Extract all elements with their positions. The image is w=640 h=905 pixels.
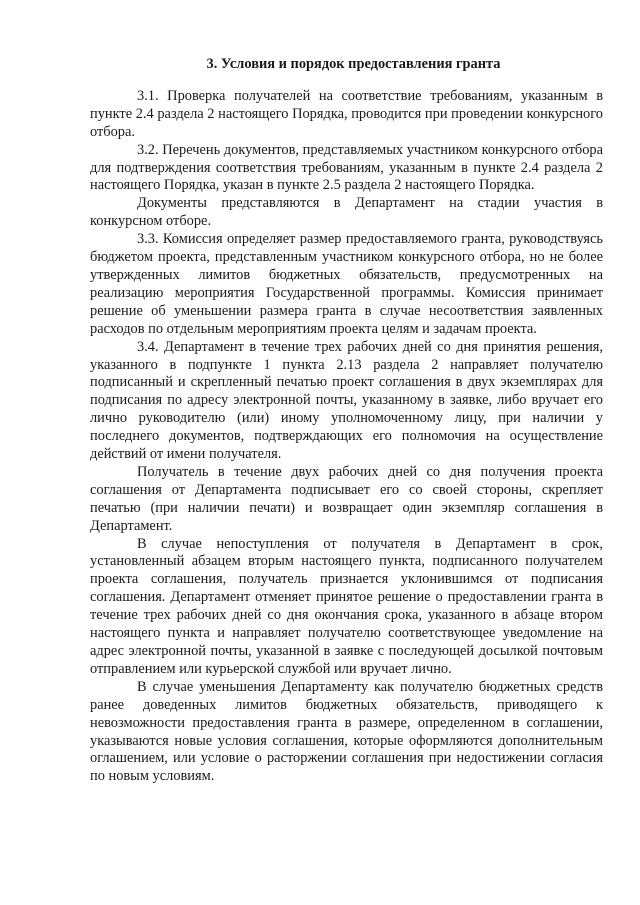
document-page [90, 56, 603, 786]
paragraph-3-2: 3.2. Перечень документов, представляемых участником конкурсного отбора для подтверждения соответствия требованиям, указанным в пункте 2.4 раздела 2 настоящего Порядка, указан в пункте 2.5 раздела 2 настоящего Порядка. [90, 141, 603, 194]
paragraph-limits-reduction: В случае уменьшения Департаменту как получателю бюджетных средств ранее доведенных лимитов бюджетных обязательств, приводящего к невозможности предоставления гранта в размере, определенном в соглашении, указываются новые условия соглашения, которые оформляются дополнительным оглашением, или условие о расторжении соглашения при недостижении согласия по новым условиям. [90, 678, 603, 785]
paragraph-3-4: 3.4. Департамент в течение трех рабочих дней со дня принятия решения, указанного в подпункте 1 пункта 2.13 раздела 2 направляет получателю подписанный и скрепленный печатью проект соглашения в двух экземплярах для подписания по адресу электронной почты, указанному в заявке, либо вручает его лично руководителю (или) иному уполномоченному лицу, при наличии у последнего документов, подтверждающих его полномочия на осуществление действий от имени получателя. [90, 338, 603, 463]
paragraph-documents-submission: Документы представляются в Департамент на стадии участия в конкурсном отборе. [90, 195, 603, 230]
paragraph-non-receipt: В случае непоступления от получателя в Департамент в срок, установленный абзацем вторым настоящего пункта, подписанного получателем проекта соглашения, получатель признается уклонившимся от подписания соглашения. Департамент отменяет принятое решение о предоставлении гранта в течение трех рабочих дней со дня окончания срока, указанного в абзаце втором настоящего пункта и направляет получателю соответствующее уведомление на адрес электронной почты, указанной в заявке с последующей досылкой почтовым отправлением или курьерской службой или вручает лично. [90, 535, 603, 677]
paragraph-3-3: 3.3. Комиссия определяет размер предоставляемого гранта, руководствуясь бюджетом проекта, представленным участником конкурсного отбора, но не более утвержденных лимитов бюджетных обязательств, предусмотренных на реализацию мероприятия Государственной программы. Комиссия принимает решение об уменьшении размера гранта в случае несоответствия заявленных расходов по отдельным мероприятиям проекта целям и задачам проекта. [90, 231, 603, 337]
paragraph-3-1: 3.1. Проверка получателей на соответствие требованиям, указанным в пункте 2.4 раздела 2 настоящего Порядка, проводится при проведении конкурсного отбора. [90, 87, 603, 140]
section-heading: 3. Условия и порядок предоставления гранта [206, 56, 501, 72]
paragraph-recipient-signing: Получатель в течение двух рабочих дней со дня получения проекта соглашения от Департамента подписывает его со своей стороны, скрепляет печатью (при наличии печати) и возвращает один экземпляр соглашения в Департамент. [90, 463, 603, 534]
